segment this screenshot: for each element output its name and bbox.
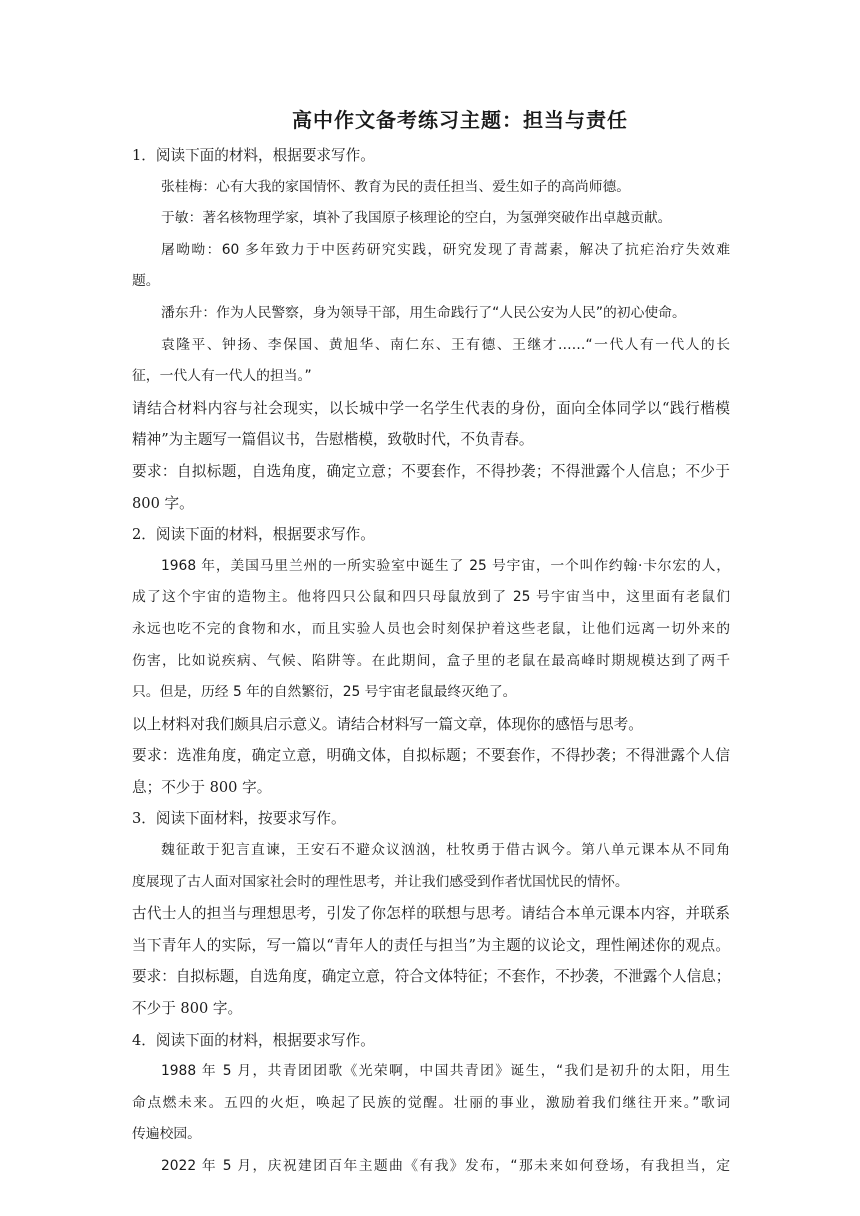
text-line: 1．阅读下面的材料，根据要求写作。 — [132, 147, 375, 164]
text-line: 3．阅读下面材料，按要求写作。 — [132, 810, 346, 828]
text-line: 永远也吃不完的食物和水，而且实验人员也会时刻保护着这些老鼠，让他们远离一切外来的 — [132, 620, 730, 637]
text-line: 只。但是，历经 5 年的自然繁衍，25 号宇宙老鼠最终灭绝了。 — [132, 684, 517, 701]
text-line: 要求：自拟标题，自选角度，确定立意，符合文体特征；不套作，不抄袭，不泄露个人信息； — [132, 968, 731, 986]
text-line: 于敏：著名核物理学家，填补了我国原子核理论的空白，为氢弹突破作出卓越贡献。 — [161, 210, 672, 227]
text-line: 1968 年，美国马里兰州的一所实验室中诞生了 25 号宇宙，一个叫作约翰·卡尔宏的人， — [161, 557, 730, 574]
text-line: 张桂梅：心有大我的家国情怀、教育为民的责任担当、爱生如子的高尚师德。 — [161, 178, 631, 195]
text-line: 袁隆平、钟扬、李保国、黄旭华、南仁东、王有德、王继才……“一代人有一代人的长 — [161, 336, 730, 353]
text-line: 不少于 800 字。 — [132, 1000, 243, 1018]
text-line: 成了这个宇宙的造物主。他将四只公鼠和四只母鼠放到了 25 号宇宙当中，这里面有老鼠们 — [132, 589, 730, 606]
text-line: 屠呦呦：60 多年致力于中医药研究实践，研究发现了青蒿素，解决了抗疟治疗失效难 — [161, 241, 730, 258]
text-line: 4．阅读下面的材料，根据要求写作。 — [132, 1031, 375, 1049]
text-line: 请结合材料内容与社会现实，以长城中学一名学生代表的身份，面向全体同学以“践行楷模 — [132, 399, 730, 417]
text-line: 要求：自拟标题，自选角度，确定立意；不要套作，不得抄袭；不得泄露个人信息；不少于 — [132, 462, 730, 480]
document-body — [132, 140, 730, 1183]
text-line: 命点燃未来。五四的火炬，唤起了民族的觉醒。壮丽的事业，激励着我们继往开来。”歌词 — [132, 1094, 730, 1111]
text-line: 精神”为主题写一篇倡议书，告慰楷模，致敬时代，不负青春。 — [132, 431, 534, 449]
text-line: 题。 — [132, 273, 160, 290]
text-line: 潘东升：作为人民警察，身为领导干部，用生命践行了“人民公安为人民”的初心使命。 — [161, 304, 686, 321]
text-line: 要求：选准角度，确定立意，明确文体，自拟标题；不要套作，不得抄袭；不得泄露个人信 — [132, 747, 730, 765]
text-line: 古代士人的担当与理想思考，引发了你怎样的联想与思考。请结合本单元课本内容，并联系 — [132, 905, 730, 923]
text-line: 征，一代人有一代人的担当。” — [132, 368, 312, 385]
text-line: 息；不少于 800 字。 — [132, 778, 272, 796]
text-line: 以上材料对我们颇具启示意义。请结合材料写一篇文章，体现你的感悟与思考。 — [132, 715, 643, 733]
page-title: 高中作文备考练习主题：担当与责任 — [292, 108, 628, 132]
text-line: 2022 年 5 月，庆祝建团百年主题曲《有我》发布，“那未来如何登场，有我担当，定 — [161, 1158, 730, 1174]
text-line: 2．阅读下面的材料，根据要求写作。 — [132, 526, 375, 544]
text-line: 800 字。 — [132, 494, 194, 512]
text-line: 1988 年 5 月，共青团团歌《光荣啊，中国共青团》诞生，“我们是初升的太阳，用生 — [161, 1063, 730, 1080]
text-line: 度展现了古人面对国家社会时的理性思考，并让我们感受到作者忧国忧民的情怀。 — [132, 873, 629, 890]
text-line: 魏征敢于犯言直谏，王安石不避众议汹汹，杜牧勇于借古讽今。第八单元课本从不同角 — [161, 842, 730, 859]
text-line: 当下青年人的实际，写一篇以“青年人的责任与担当”为主题的议论文，理性阐述你的观点。 — [132, 936, 730, 954]
text-line: 伤害，比如说疾病、气候、陷阱等。在此期间，盒子里的老鼠在最高峰时期规模达到了两千 — [132, 652, 730, 669]
text-line: 传遍校园。 — [132, 1126, 201, 1143]
